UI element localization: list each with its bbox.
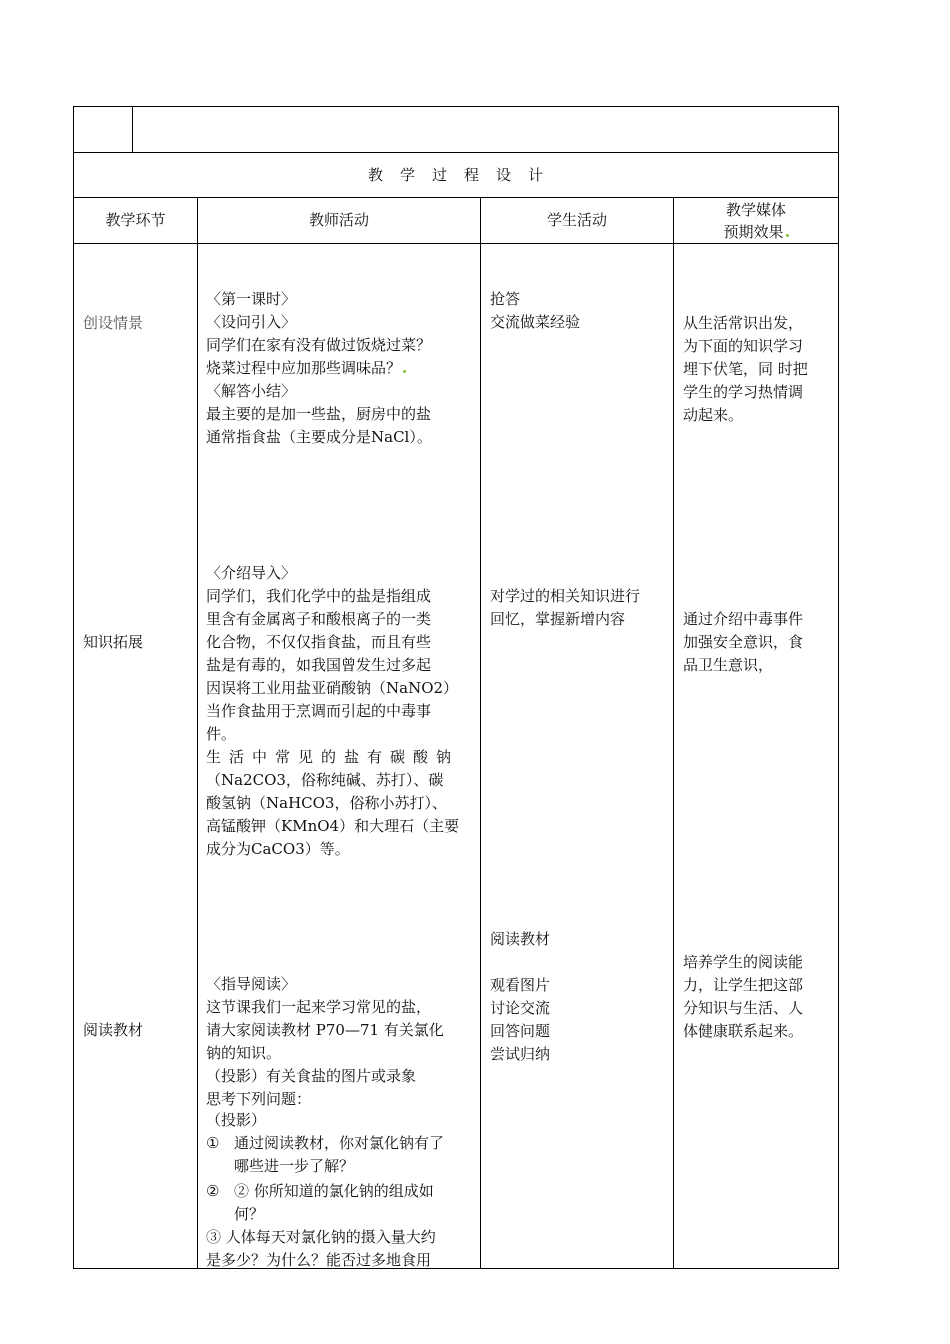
rule-col-3 [673, 197, 674, 1269]
row3-student-line: 阅读教材 [490, 930, 551, 948]
row1-media-line: 动起来。 [683, 406, 744, 424]
row2-teacher-line: 里含有金属离子和酸根离子的一类 [206, 610, 432, 628]
row3-teacher-line: 〈指导阅读〉 [206, 975, 297, 993]
row2-teacher-line: 生活中常见的盐有碳酸钠 [206, 748, 460, 766]
row2-teacher-line: 酸氢钠（NaHCO3，俗称小苏打）、 [206, 794, 447, 812]
row1-teacher-line-text: 烧菜过程中应加那些调味品？ [206, 359, 402, 377]
header-media-line1: 教学媒体 [725, 201, 786, 219]
header-section: 教学环节 [105, 211, 166, 229]
row1-teacher-line: 〈设问引入〉 [206, 313, 297, 331]
rule-bottom [73, 1268, 839, 1269]
row1-student-line: 交流做菜经验 [490, 313, 581, 331]
row2-teacher-line: 高锰酸钾（KMnO4）和大理石（主要 [206, 817, 460, 835]
row2-teacher-line: 盐是有毒的，如我国曾发生过多起 [206, 656, 432, 674]
header-media-line2 [674, 221, 838, 244]
row2-teacher-line: 因误将工业用盐亚硝酸钠（NaNO2） [206, 679, 459, 697]
row2-teacher-line: 化合物，不仅仅指食盐，而且有些 [206, 633, 432, 651]
row3-student-line: 回答问题 [490, 1022, 551, 1040]
row3-student-line: 尝试归纳 [490, 1045, 551, 1063]
question-number: ② [206, 1182, 220, 1200]
row2-section: 知识拓展 [83, 633, 144, 651]
row1-teacher-line: 通常指食盐（主要成分是NaCl）。 [206, 428, 432, 446]
rule-header-top [73, 197, 839, 198]
row2-media-line: 加强安全意识，食 [683, 633, 804, 651]
banner-title: 教 学 过 程 设 计 [367, 166, 544, 184]
header-media-line2-text: 预期效果 [723, 223, 784, 241]
row2-teacher-line: 当作食盐用于烹调而引起的中毒事 [206, 702, 432, 720]
row1-media-line: 埋下伏笔，同 时把 [683, 360, 808, 378]
rule-banner-top [73, 152, 839, 153]
question-text: 何？ [234, 1205, 265, 1223]
row3-teacher-line: 这节课我们一起来学习常见的盐， [206, 998, 432, 1016]
row1-teacher-line: 最主要的是加一些盐，厨房中的盐 [206, 405, 432, 423]
row3-student-line: 观看图片 [490, 976, 551, 994]
row2-student-line: 对学过的相关知识进行 [490, 587, 641, 605]
row1-teacher-line: 同学们在家有没有做过饭烧过菜？ [206, 336, 432, 354]
row2-teacher-line: 〈介绍导入〉 [206, 564, 297, 582]
question-text: ③ 人体每天对氯化钠的摄入量大约 [206, 1228, 436, 1246]
rule-col-1 [197, 197, 198, 1269]
row3-media-line: 培养学生的阅读能 [683, 953, 804, 971]
row3-teacher-line: （投影）有关食盐的图片或录象 [206, 1067, 417, 1085]
row1-media-line: 从生活常识出发， [683, 314, 804, 332]
row1-student-line: 抢答 [490, 290, 521, 308]
row2-student-line: 回忆，掌握新增内容 [490, 610, 626, 628]
row2-teacher-line: 同学们，我们化学中的盐是指组成 [206, 587, 432, 605]
question-number: ① [206, 1134, 220, 1152]
row1-media-line: 为下面的知识学习 [683, 337, 804, 355]
row3-media-line: 分知识与生活、人 [683, 999, 804, 1017]
row3-media-line: 体健康联系起来。 [683, 1022, 804, 1040]
row3-section: 阅读教材 [83, 1021, 144, 1039]
header-teacher: 教师活动 [308, 211, 369, 229]
question-text: 通过阅读教材，你对氯化钠有了 [234, 1134, 445, 1152]
rule-left [73, 106, 74, 1269]
rule-right [838, 106, 839, 1269]
row2-media-line: 通过介绍中毒事件 [683, 610, 804, 628]
row1-section: 创设情景 [83, 314, 144, 332]
row1-teacher-line: 〈第一课时〉 [206, 290, 297, 308]
marker-dot [403, 370, 406, 373]
row3-media-line: 力，让学生把这部 [683, 976, 804, 994]
row3-teacher-line: （投影） [206, 1111, 267, 1129]
question-text: 哪些进一步了解？ [234, 1157, 355, 1175]
rule-top-cell-divider [132, 106, 133, 153]
row1-media-line: 学生的学习热情调 [683, 383, 804, 401]
row1-teacher-line: 〈解答小结〉 [206, 382, 297, 400]
row3-student-line: 讨论交流 [490, 999, 551, 1017]
row1-teacher-line [206, 357, 406, 380]
rule-col-2 [480, 197, 481, 1269]
rule-top [73, 106, 839, 107]
row2-media-line: 品卫生意识， [683, 656, 774, 674]
marker-dot [786, 234, 789, 237]
row2-teacher-line: （Na2CO3，俗称纯碱、苏打）、碳 [206, 771, 444, 789]
header-student: 学生活动 [546, 211, 607, 229]
row3-teacher-line: 请大家阅读教材 P70—71 有关氯化 [206, 1021, 444, 1039]
row2-teacher-line: 件。 [206, 725, 237, 743]
row3-teacher-line: 钠的知识。 [206, 1044, 282, 1062]
row3-teacher-line: 思考下列问题： [206, 1090, 312, 1108]
question-text: ② 你所知道的氯化钠的组成如 [234, 1182, 434, 1200]
row2-teacher-line: 成分为CaCO3）等。 [206, 840, 350, 858]
question-text: 是多少？为什么？能否过多地食用 [206, 1251, 432, 1269]
